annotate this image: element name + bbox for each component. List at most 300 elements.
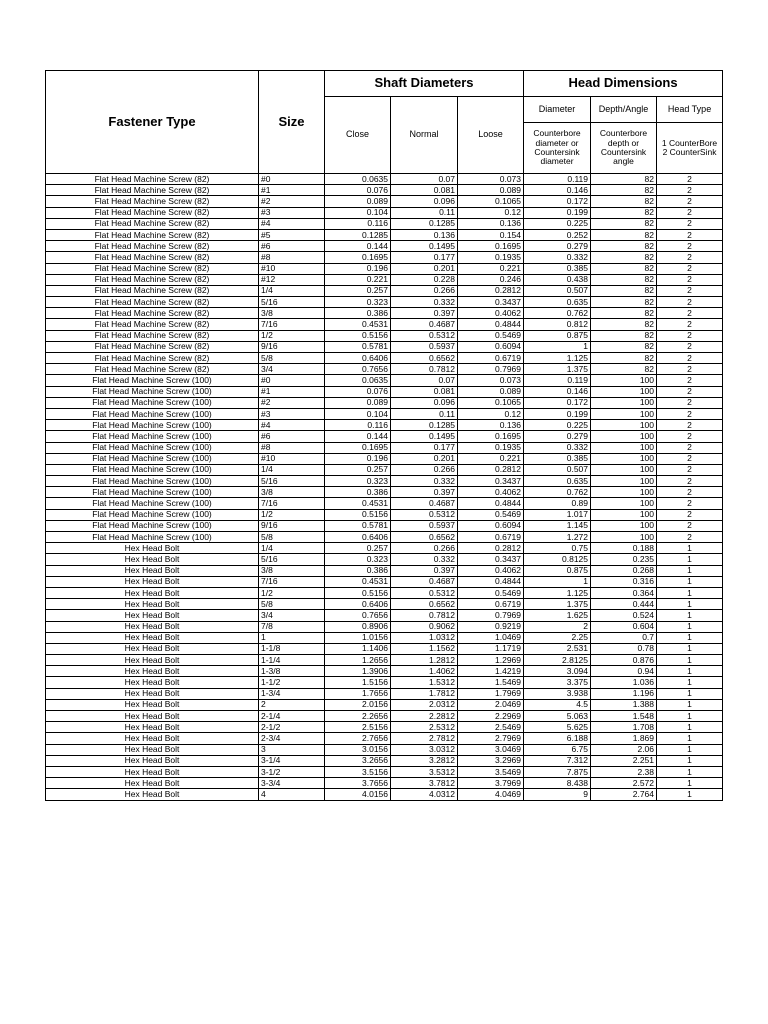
depth-angle-cell: 82	[591, 285, 657, 296]
normal-cell: 2.7812	[391, 733, 458, 744]
close-header: Close	[325, 97, 391, 174]
normal-cell: 0.5312	[391, 587, 458, 598]
close-cell: 0.5156	[325, 330, 391, 341]
fastener-type-cell: Flat Head Machine Screw (82)	[46, 285, 259, 296]
loose-cell: 0.154	[458, 229, 524, 240]
loose-cell: 4.0469	[458, 789, 524, 800]
loose-cell: 0.2812	[458, 464, 524, 475]
fastener-table	[45, 70, 723, 801]
head-type-cell: 2	[657, 364, 723, 375]
close-cell: 2.7656	[325, 733, 391, 744]
head-type-cell: 1	[657, 599, 723, 610]
close-cell: 0.076	[325, 185, 391, 196]
normal-cell: 0.177	[391, 442, 458, 453]
close-cell: 1.7656	[325, 688, 391, 699]
size-cell: #6	[259, 241, 325, 252]
depth-angle-cell: 1.036	[591, 677, 657, 688]
normal-cell: 0.332	[391, 297, 458, 308]
head-diameter-cell: 1.625	[524, 610, 591, 621]
table-row	[46, 755, 723, 766]
head-type-cell: 1	[657, 766, 723, 777]
size-cell: 1-1/8	[259, 643, 325, 654]
table-row	[46, 576, 723, 587]
fastener-type-cell: Flat Head Machine Screw (82)	[46, 274, 259, 285]
depth-angle-cell: 82	[591, 319, 657, 330]
head-type-cell: 2	[657, 285, 723, 296]
normal-header: Normal	[391, 97, 458, 174]
loose-cell: 0.3437	[458, 554, 524, 565]
table-row	[46, 688, 723, 699]
table-row	[46, 498, 723, 509]
depth-angle-cell: 82	[591, 252, 657, 263]
depth-angle-description: Counterbore depth or Countersink angle	[591, 123, 657, 174]
normal-cell: 0.1285	[391, 420, 458, 431]
normal-cell: 3.7812	[391, 778, 458, 789]
depth-angle-cell: 0.268	[591, 565, 657, 576]
loose-cell: 1.4219	[458, 666, 524, 677]
depth-angle-cell: 0.444	[591, 599, 657, 610]
head-diameter-cell: 0.146	[524, 185, 591, 196]
table-header	[46, 71, 723, 174]
normal-cell: 1.7812	[391, 688, 458, 699]
fastener-type-cell: Flat Head Machine Screw (100)	[46, 442, 259, 453]
fastener-type-cell: Hex Head Bolt	[46, 655, 259, 666]
close-cell: 0.089	[325, 196, 391, 207]
fastener-type-cell: Flat Head Machine Screw (100)	[46, 520, 259, 531]
depth-angle-cell: 2.38	[591, 766, 657, 777]
head-diameter-cell: 9	[524, 789, 591, 800]
head-diameter-cell: 2.531	[524, 643, 591, 654]
head-diameter-cell: 6.75	[524, 744, 591, 755]
table-row	[46, 778, 723, 789]
fastener-type-cell: Hex Head Bolt	[46, 789, 259, 800]
close-cell: 0.144	[325, 241, 391, 252]
close-cell: 0.076	[325, 386, 391, 397]
loose-cell: 2.7969	[458, 733, 524, 744]
fastener-type-cell: Flat Head Machine Screw (82)	[46, 185, 259, 196]
loose-cell: 2.2969	[458, 711, 524, 722]
loose-cell: 1.0469	[458, 632, 524, 643]
head-type-cell: 2	[657, 174, 723, 185]
loose-cell: 1.1719	[458, 643, 524, 654]
close-cell: 0.257	[325, 464, 391, 475]
close-cell: 3.7656	[325, 778, 391, 789]
size-cell: #1	[259, 185, 325, 196]
fastener-type-header: Fastener Type	[46, 71, 259, 174]
head-diameter-cell: 0.507	[524, 464, 591, 475]
head-diameter-cell: 5.063	[524, 711, 591, 722]
fastener-type-cell: Flat Head Machine Screw (100)	[46, 509, 259, 520]
close-cell: 0.386	[325, 308, 391, 319]
loose-cell: 0.2812	[458, 285, 524, 296]
close-cell: 0.323	[325, 297, 391, 308]
loose-cell: 0.12	[458, 408, 524, 419]
depth-angle-cell: 82	[591, 274, 657, 285]
head-type-cell: 2	[657, 319, 723, 330]
loose-cell: 0.7969	[458, 610, 524, 621]
size-cell: 1/4	[259, 285, 325, 296]
head-type-cell: 1	[657, 621, 723, 632]
loose-cell: 0.073	[458, 375, 524, 386]
fastener-type-cell: Flat Head Machine Screw (82)	[46, 252, 259, 263]
depth-angle-cell: 100	[591, 532, 657, 543]
size-cell: 3-1/4	[259, 755, 325, 766]
depth-angle-cell: 82	[591, 330, 657, 341]
normal-cell: 0.266	[391, 285, 458, 296]
table-row	[46, 431, 723, 442]
loose-cell: 0.2812	[458, 543, 524, 554]
normal-cell: 0.11	[391, 408, 458, 419]
head-diameter-cell: 0.225	[524, 218, 591, 229]
loose-cell: 0.12	[458, 207, 524, 218]
loose-cell: 3.5469	[458, 766, 524, 777]
depth-angle-cell: 100	[591, 509, 657, 520]
depth-angle-cell: 0.94	[591, 666, 657, 677]
normal-cell: 1.0312	[391, 632, 458, 643]
table-row	[46, 297, 723, 308]
depth-angle-cell: 100	[591, 442, 657, 453]
head-type-cell: 1	[657, 744, 723, 755]
fastener-type-cell: Hex Head Bolt	[46, 766, 259, 777]
fastener-type-cell: Flat Head Machine Screw (82)	[46, 297, 259, 308]
loose-cell: 0.6094	[458, 520, 524, 531]
size-cell: 1-3/8	[259, 666, 325, 677]
size-cell: 9/16	[259, 341, 325, 352]
fastener-type-cell: Flat Head Machine Screw (82)	[46, 263, 259, 274]
normal-cell: 0.1285	[391, 218, 458, 229]
depth-angle-cell: 100	[591, 476, 657, 487]
head-diameter-cell: 2.25	[524, 632, 591, 643]
table-row	[46, 274, 723, 285]
fastener-type-cell: Hex Head Bolt	[46, 554, 259, 565]
fastener-type-cell: Flat Head Machine Screw (82)	[46, 229, 259, 240]
fastener-type-cell: Hex Head Bolt	[46, 565, 259, 576]
loose-cell: 0.4844	[458, 319, 524, 330]
head-diameter-cell: 0.762	[524, 308, 591, 319]
close-cell: 0.386	[325, 487, 391, 498]
fastener-type-cell: Flat Head Machine Screw (100)	[46, 386, 259, 397]
size-cell: #1	[259, 386, 325, 397]
size-cell: #6	[259, 431, 325, 442]
fastener-type-cell: Flat Head Machine Screw (82)	[46, 319, 259, 330]
normal-cell: 2.2812	[391, 711, 458, 722]
depth-angle-cell: 1.708	[591, 722, 657, 733]
size-cell: 4	[259, 789, 325, 800]
head-diameter-cell: 0.635	[524, 476, 591, 487]
close-cell: 0.7656	[325, 364, 391, 375]
close-cell: 0.323	[325, 476, 391, 487]
loose-cell: 0.1065	[458, 196, 524, 207]
table-row	[46, 766, 723, 777]
depth-angle-cell: 100	[591, 375, 657, 386]
size-cell: 3/8	[259, 565, 325, 576]
fastener-type-cell: Flat Head Machine Screw (100)	[46, 476, 259, 487]
head-type-cell: 1	[657, 576, 723, 587]
size-cell: 1	[259, 632, 325, 643]
size-cell: 2-3/4	[259, 733, 325, 744]
table-row	[46, 610, 723, 621]
loose-cell: 2.0469	[458, 699, 524, 710]
head-type-cell: 2	[657, 397, 723, 408]
size-cell: #10	[259, 263, 325, 274]
size-cell: 3	[259, 744, 325, 755]
loose-cell: 0.9219	[458, 621, 524, 632]
fastener-type-cell: Flat Head Machine Screw (82)	[46, 207, 259, 218]
depth-angle-cell: 0.235	[591, 554, 657, 565]
loose-cell: 0.5469	[458, 330, 524, 341]
normal-cell: 0.6562	[391, 353, 458, 364]
size-cell: 2-1/4	[259, 711, 325, 722]
depth-angle-cell: 82	[591, 297, 657, 308]
size-cell: 1/2	[259, 509, 325, 520]
close-cell: 0.6406	[325, 599, 391, 610]
head-type-cell: 1	[657, 610, 723, 621]
close-cell: 0.8906	[325, 621, 391, 632]
close-cell: 4.0156	[325, 789, 391, 800]
loose-cell: 0.136	[458, 218, 524, 229]
head-diameter-cell: 0.119	[524, 375, 591, 386]
fastener-type-cell: Hex Head Bolt	[46, 699, 259, 710]
head-diameter-cell: 0.438	[524, 274, 591, 285]
table-row	[46, 353, 723, 364]
head-diameter-cell: 1	[524, 576, 591, 587]
depth-angle-cell: 0.524	[591, 610, 657, 621]
table-row	[46, 476, 723, 487]
loose-cell: 3.2969	[458, 755, 524, 766]
depth-angle-cell: 100	[591, 386, 657, 397]
close-cell: 0.196	[325, 263, 391, 274]
depth-angle-cell: 100	[591, 498, 657, 509]
table-row	[46, 386, 723, 397]
head-diameter-cell: 2.8125	[524, 655, 591, 666]
loose-cell: 0.5469	[458, 587, 524, 598]
table-row	[46, 655, 723, 666]
depth-angle-cell: 82	[591, 241, 657, 252]
head-type-cell: 2	[657, 386, 723, 397]
head-type-cell: 1	[657, 543, 723, 554]
normal-cell: 0.096	[391, 397, 458, 408]
close-cell: 2.2656	[325, 711, 391, 722]
table-row	[46, 229, 723, 240]
head-type-cell: 2	[657, 408, 723, 419]
head-type-cell: 2	[657, 341, 723, 352]
fastener-type-cell: Flat Head Machine Screw (100)	[46, 453, 259, 464]
size-cell: #3	[259, 408, 325, 419]
table-row	[46, 565, 723, 576]
table-row	[46, 252, 723, 263]
normal-cell: 0.332	[391, 554, 458, 565]
close-cell: 0.104	[325, 207, 391, 218]
size-cell: 3-1/2	[259, 766, 325, 777]
head-diameter-cell: 0.8125	[524, 554, 591, 565]
size-cell: 5/16	[259, 476, 325, 487]
normal-cell: 0.397	[391, 565, 458, 576]
head-diameter-cell: 0.812	[524, 319, 591, 330]
table-row	[46, 532, 723, 543]
fastener-type-cell: Hex Head Bolt	[46, 688, 259, 699]
table-row	[46, 263, 723, 274]
normal-cell: 2.5312	[391, 722, 458, 733]
normal-cell: 0.177	[391, 252, 458, 263]
size-cell: 1-3/4	[259, 688, 325, 699]
head-diameter-cell: 8.438	[524, 778, 591, 789]
fastener-type-cell: Flat Head Machine Screw (82)	[46, 341, 259, 352]
table-row	[46, 711, 723, 722]
depth-angle-cell: 1.869	[591, 733, 657, 744]
depth-angle-cell: 2.251	[591, 755, 657, 766]
close-cell: 0.089	[325, 397, 391, 408]
fastener-type-cell: Hex Head Bolt	[46, 744, 259, 755]
loose-cell: 0.6094	[458, 341, 524, 352]
head-diameter-cell: 1.125	[524, 587, 591, 598]
loose-cell: 0.136	[458, 420, 524, 431]
size-cell: #2	[259, 397, 325, 408]
depth-angle-cell: 2.06	[591, 744, 657, 755]
normal-cell: 0.5312	[391, 330, 458, 341]
table-row	[46, 722, 723, 733]
close-cell: 0.323	[325, 554, 391, 565]
normal-cell: 0.7812	[391, 364, 458, 375]
size-cell: 5/8	[259, 532, 325, 543]
head-type-cell: 2	[657, 274, 723, 285]
size-cell: 1/2	[259, 587, 325, 598]
depth-angle-cell: 1.548	[591, 711, 657, 722]
head-diameter-cell: 0.762	[524, 487, 591, 498]
size-cell: #12	[259, 274, 325, 285]
head-type-cell: 1	[657, 711, 723, 722]
table-row	[46, 174, 723, 185]
size-cell: #4	[259, 420, 325, 431]
size-cell: 5/16	[259, 554, 325, 565]
close-cell: 0.116	[325, 420, 391, 431]
head-diameter-cell: 0.385	[524, 453, 591, 464]
depth-angle-cell: 82	[591, 341, 657, 352]
fastener-type-cell: Flat Head Machine Screw (82)	[46, 196, 259, 207]
head-diameter-cell: 0.875	[524, 565, 591, 576]
fastener-type-cell: Hex Head Bolt	[46, 733, 259, 744]
normal-cell: 0.4687	[391, 319, 458, 330]
fastener-spec-sheet	[45, 70, 722, 801]
loose-cell: 0.089	[458, 386, 524, 397]
fastener-type-cell: Hex Head Bolt	[46, 666, 259, 677]
head-diameter-cell: 0.172	[524, 196, 591, 207]
head-type-cell: 2	[657, 375, 723, 386]
fastener-type-cell: Hex Head Bolt	[46, 711, 259, 722]
normal-cell: 0.397	[391, 487, 458, 498]
size-cell: 3-3/4	[259, 778, 325, 789]
head-type-cell: 1	[657, 565, 723, 576]
head-type-cell: 1	[657, 688, 723, 699]
close-cell: 2.0156	[325, 699, 391, 710]
fastener-type-cell: Hex Head Bolt	[46, 621, 259, 632]
normal-cell: 1.4062	[391, 666, 458, 677]
head-diameter-cell: 1.375	[524, 364, 591, 375]
close-cell: 3.5156	[325, 766, 391, 777]
normal-cell: 0.5312	[391, 509, 458, 520]
fastener-type-cell: Flat Head Machine Screw (82)	[46, 241, 259, 252]
head-diameter-cell: 5.625	[524, 722, 591, 733]
normal-cell: 1.1562	[391, 643, 458, 654]
loose-cell: 2.5469	[458, 722, 524, 733]
loose-cell: 0.3437	[458, 297, 524, 308]
close-cell: 1.1406	[325, 643, 391, 654]
head-diameter-cell: 0.507	[524, 285, 591, 296]
depth-angle-cell: 2.572	[591, 778, 657, 789]
head-type-cell: 2	[657, 218, 723, 229]
head-type-cell: 2	[657, 464, 723, 475]
close-cell: 0.4531	[325, 319, 391, 330]
head-type-cell: 1	[657, 643, 723, 654]
close-cell: 0.196	[325, 453, 391, 464]
table-row	[46, 285, 723, 296]
loose-cell: 0.1065	[458, 397, 524, 408]
table-row	[46, 408, 723, 419]
fastener-type-cell: Flat Head Machine Screw (100)	[46, 498, 259, 509]
head-type-description: 1 CounterBore 2 CounterSink	[657, 123, 723, 174]
head-diameter-cell: 1.145	[524, 520, 591, 531]
depth-angle-header: Depth/Angle	[591, 97, 657, 123]
head-type-cell: 2	[657, 196, 723, 207]
normal-cell: 1.5312	[391, 677, 458, 688]
loose-cell: 0.4844	[458, 498, 524, 509]
loose-cell: 1.2969	[458, 655, 524, 666]
head-type-cell: 2	[657, 520, 723, 531]
head-type-cell: 2	[657, 431, 723, 442]
fastener-type-cell: Flat Head Machine Screw (82)	[46, 330, 259, 341]
depth-angle-cell: 0.316	[591, 576, 657, 587]
fastener-type-cell: Hex Head Bolt	[46, 722, 259, 733]
normal-cell: 2.0312	[391, 699, 458, 710]
head-diameter-cell: 0.225	[524, 420, 591, 431]
table-row	[46, 643, 723, 654]
depth-angle-cell: 100	[591, 431, 657, 442]
head-type-cell: 1	[657, 789, 723, 800]
close-cell: 3.2656	[325, 755, 391, 766]
diameter-header: Diameter	[524, 97, 591, 123]
close-cell: 0.5781	[325, 520, 391, 531]
size-cell: #0	[259, 174, 325, 185]
normal-cell: 0.201	[391, 263, 458, 274]
size-cell: #5	[259, 229, 325, 240]
fastener-type-cell: Flat Head Machine Screw (82)	[46, 364, 259, 375]
head-type-cell: 2	[657, 532, 723, 543]
normal-cell: 0.5937	[391, 341, 458, 352]
table-row	[46, 464, 723, 475]
diameter-description: Counterbore diameter or Countersink diameter	[524, 123, 591, 174]
table-row	[46, 789, 723, 800]
depth-angle-cell: 100	[591, 420, 657, 431]
close-cell: 1.0156	[325, 632, 391, 643]
table-body	[46, 174, 723, 801]
close-cell: 0.116	[325, 218, 391, 229]
depth-angle-cell: 82	[591, 174, 657, 185]
fastener-type-cell: Flat Head Machine Screw (100)	[46, 532, 259, 543]
loose-cell: 0.5469	[458, 509, 524, 520]
fastener-type-cell: Flat Head Machine Screw (82)	[46, 218, 259, 229]
fastener-type-cell: Hex Head Bolt	[46, 599, 259, 610]
close-cell: 0.257	[325, 543, 391, 554]
fastener-type-cell: Flat Head Machine Screw (100)	[46, 487, 259, 498]
head-diameter-cell: 0.279	[524, 431, 591, 442]
normal-cell: 0.07	[391, 375, 458, 386]
head-diameter-cell: 0.635	[524, 297, 591, 308]
depth-angle-cell: 82	[591, 218, 657, 229]
fastener-type-cell: Flat Head Machine Screw (100)	[46, 431, 259, 442]
close-cell: 0.5781	[325, 341, 391, 352]
table-row	[46, 744, 723, 755]
head-type-cell: 2	[657, 442, 723, 453]
head-type-cell: 1	[657, 733, 723, 744]
